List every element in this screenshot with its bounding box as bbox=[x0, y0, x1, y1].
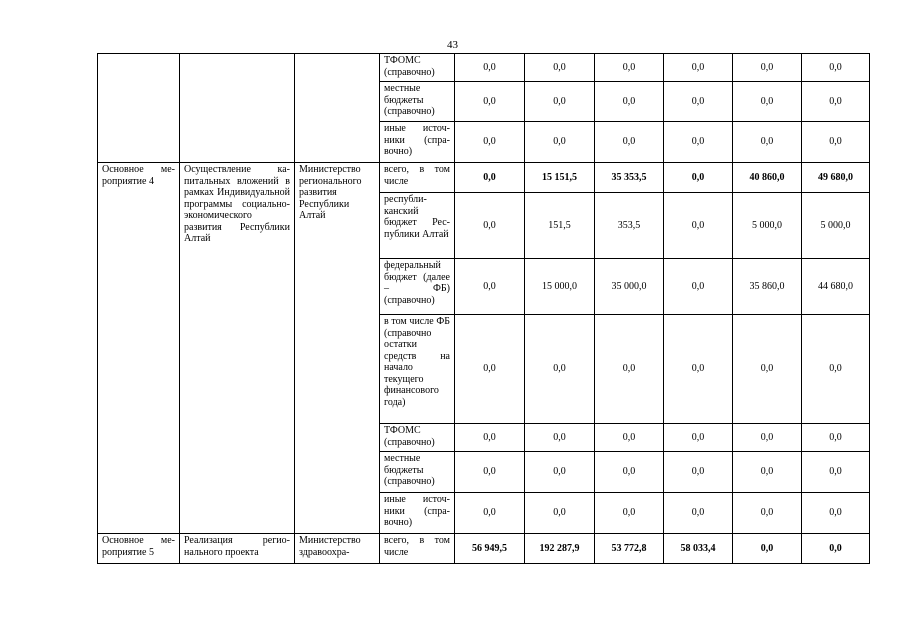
amount-cell: 0,0 bbox=[664, 82, 733, 122]
amount-cell: 353,5 bbox=[595, 193, 664, 259]
event-name-cell: Основное мероприятие 5 bbox=[98, 534, 180, 564]
funding-source-cell: местные бюджеты (справочно) bbox=[380, 452, 455, 493]
funding-source-cell: местные бюджеты (справочно) bbox=[380, 82, 455, 122]
amount-cell: 0,0 bbox=[802, 82, 870, 122]
funding-source-cell: республиканский бюджет Республики Алтай bbox=[380, 193, 455, 259]
amount-cell: 0,0 bbox=[455, 493, 525, 534]
amount-cell: 0,0 bbox=[802, 424, 870, 452]
amount-cell: 0,0 bbox=[455, 193, 525, 259]
amount-cell: 0,0 bbox=[595, 54, 664, 82]
amount-cell: 0,0 bbox=[455, 122, 525, 163]
funding-source-cell: иные источники (справочно) bbox=[380, 493, 455, 534]
amount-cell: 0,0 bbox=[733, 534, 802, 564]
amount-cell: 0,0 bbox=[664, 493, 733, 534]
amount-cell: 0,0 bbox=[664, 424, 733, 452]
event-name-cell: Основное мероприятие 4 bbox=[98, 163, 180, 534]
amount-cell: 5 000,0 bbox=[802, 193, 870, 259]
amount-cell: 0,0 bbox=[802, 493, 870, 534]
amount-cell: 0,0 bbox=[733, 122, 802, 163]
funding-source-cell: ТФОМС (справочно) bbox=[380, 54, 455, 82]
amount-cell: 151,5 bbox=[525, 193, 595, 259]
executor-cell: Министерство регионального развития Республики Алтай bbox=[295, 163, 380, 534]
event-title-cell bbox=[180, 54, 295, 163]
funding-source-cell: всего, в том числе bbox=[380, 163, 455, 193]
amount-cell: 0,0 bbox=[595, 315, 664, 424]
amount-cell: 53 772,8 bbox=[595, 534, 664, 564]
amount-cell: 0,0 bbox=[664, 315, 733, 424]
funding-source-cell: всего, в том числе bbox=[380, 534, 455, 564]
amount-cell: 0,0 bbox=[455, 259, 525, 315]
amount-cell: 44 680,0 bbox=[802, 259, 870, 315]
event-title-cell: Осуществление капитальных вложений в рамках Индивидуальной программы социально-экономического развития Республики Алтай bbox=[180, 163, 295, 534]
amount-cell: 0,0 bbox=[455, 82, 525, 122]
amount-cell: 0,0 bbox=[525, 315, 595, 424]
funding-source-cell: в том числе ФБ (справочно остатки средств на начало текущего финансового года) bbox=[380, 315, 455, 424]
amount-cell: 0,0 bbox=[733, 315, 802, 424]
amount-cell: 192 287,9 bbox=[525, 534, 595, 564]
amount-cell: 0,0 bbox=[525, 424, 595, 452]
amount-cell: 0,0 bbox=[802, 54, 870, 82]
table-row bbox=[98, 163, 870, 193]
amount-cell: 0,0 bbox=[664, 163, 733, 193]
amount-cell: 5 000,0 bbox=[733, 193, 802, 259]
amount-cell: 0,0 bbox=[595, 452, 664, 493]
amount-cell: 0,0 bbox=[733, 424, 802, 452]
amount-cell: 0,0 bbox=[525, 122, 595, 163]
amount-cell: 0,0 bbox=[455, 54, 525, 82]
amount-cell: 0,0 bbox=[664, 452, 733, 493]
amount-cell: 0,0 bbox=[595, 82, 664, 122]
page-number: 43 bbox=[447, 39, 458, 51]
amount-cell: 0,0 bbox=[802, 452, 870, 493]
table-row bbox=[98, 54, 870, 82]
funding-source-cell: иные источники (справочно) bbox=[380, 122, 455, 163]
amount-cell: 15 000,0 bbox=[525, 259, 595, 315]
amount-cell: 56 949,5 bbox=[455, 534, 525, 564]
amount-cell: 0,0 bbox=[733, 493, 802, 534]
amount-cell: 40 860,0 bbox=[733, 163, 802, 193]
amount-cell: 0,0 bbox=[455, 163, 525, 193]
amount-cell: 0,0 bbox=[455, 315, 525, 424]
amount-cell: 0,0 bbox=[802, 315, 870, 424]
amount-cell: 0,0 bbox=[664, 193, 733, 259]
event-name-cell bbox=[98, 54, 180, 163]
amount-cell: 0,0 bbox=[802, 534, 870, 564]
budget-table bbox=[97, 53, 870, 564]
amount-cell: 0,0 bbox=[733, 452, 802, 493]
table-body bbox=[98, 54, 870, 564]
funding-source-cell: ТФОМС (справочно) bbox=[380, 424, 455, 452]
amount-cell: 0,0 bbox=[455, 424, 525, 452]
amount-cell: 15 151,5 bbox=[525, 163, 595, 193]
amount-cell: 35 353,5 bbox=[595, 163, 664, 193]
amount-cell: 0,0 bbox=[595, 424, 664, 452]
amount-cell: 0,0 bbox=[595, 122, 664, 163]
amount-cell: 0,0 bbox=[595, 493, 664, 534]
amount-cell: 0,0 bbox=[733, 82, 802, 122]
amount-cell: 0,0 bbox=[525, 493, 595, 534]
event-title-cell: Реализация регионального проекта bbox=[180, 534, 295, 564]
amount-cell: 35 860,0 bbox=[733, 259, 802, 315]
table-row bbox=[98, 534, 870, 564]
amount-cell: 0,0 bbox=[733, 54, 802, 82]
amount-cell: 0,0 bbox=[664, 122, 733, 163]
amount-cell: 35 000,0 bbox=[595, 259, 664, 315]
executor-cell: Министерство здравоохра- bbox=[295, 534, 380, 564]
funding-source-cell: федеральный бюджет (далее – ФБ) (справочно) bbox=[380, 259, 455, 315]
amount-cell: 0,0 bbox=[664, 54, 733, 82]
amount-cell: 0,0 bbox=[664, 259, 733, 315]
amount-cell: 0,0 bbox=[455, 452, 525, 493]
amount-cell: 49 680,0 bbox=[802, 163, 870, 193]
amount-cell: 0,0 bbox=[802, 122, 870, 163]
amount-cell: 0,0 bbox=[525, 82, 595, 122]
amount-cell: 0,0 bbox=[525, 54, 595, 82]
amount-cell: 0,0 bbox=[525, 452, 595, 493]
amount-cell: 58 033,4 bbox=[664, 534, 733, 564]
executor-cell bbox=[295, 54, 380, 163]
